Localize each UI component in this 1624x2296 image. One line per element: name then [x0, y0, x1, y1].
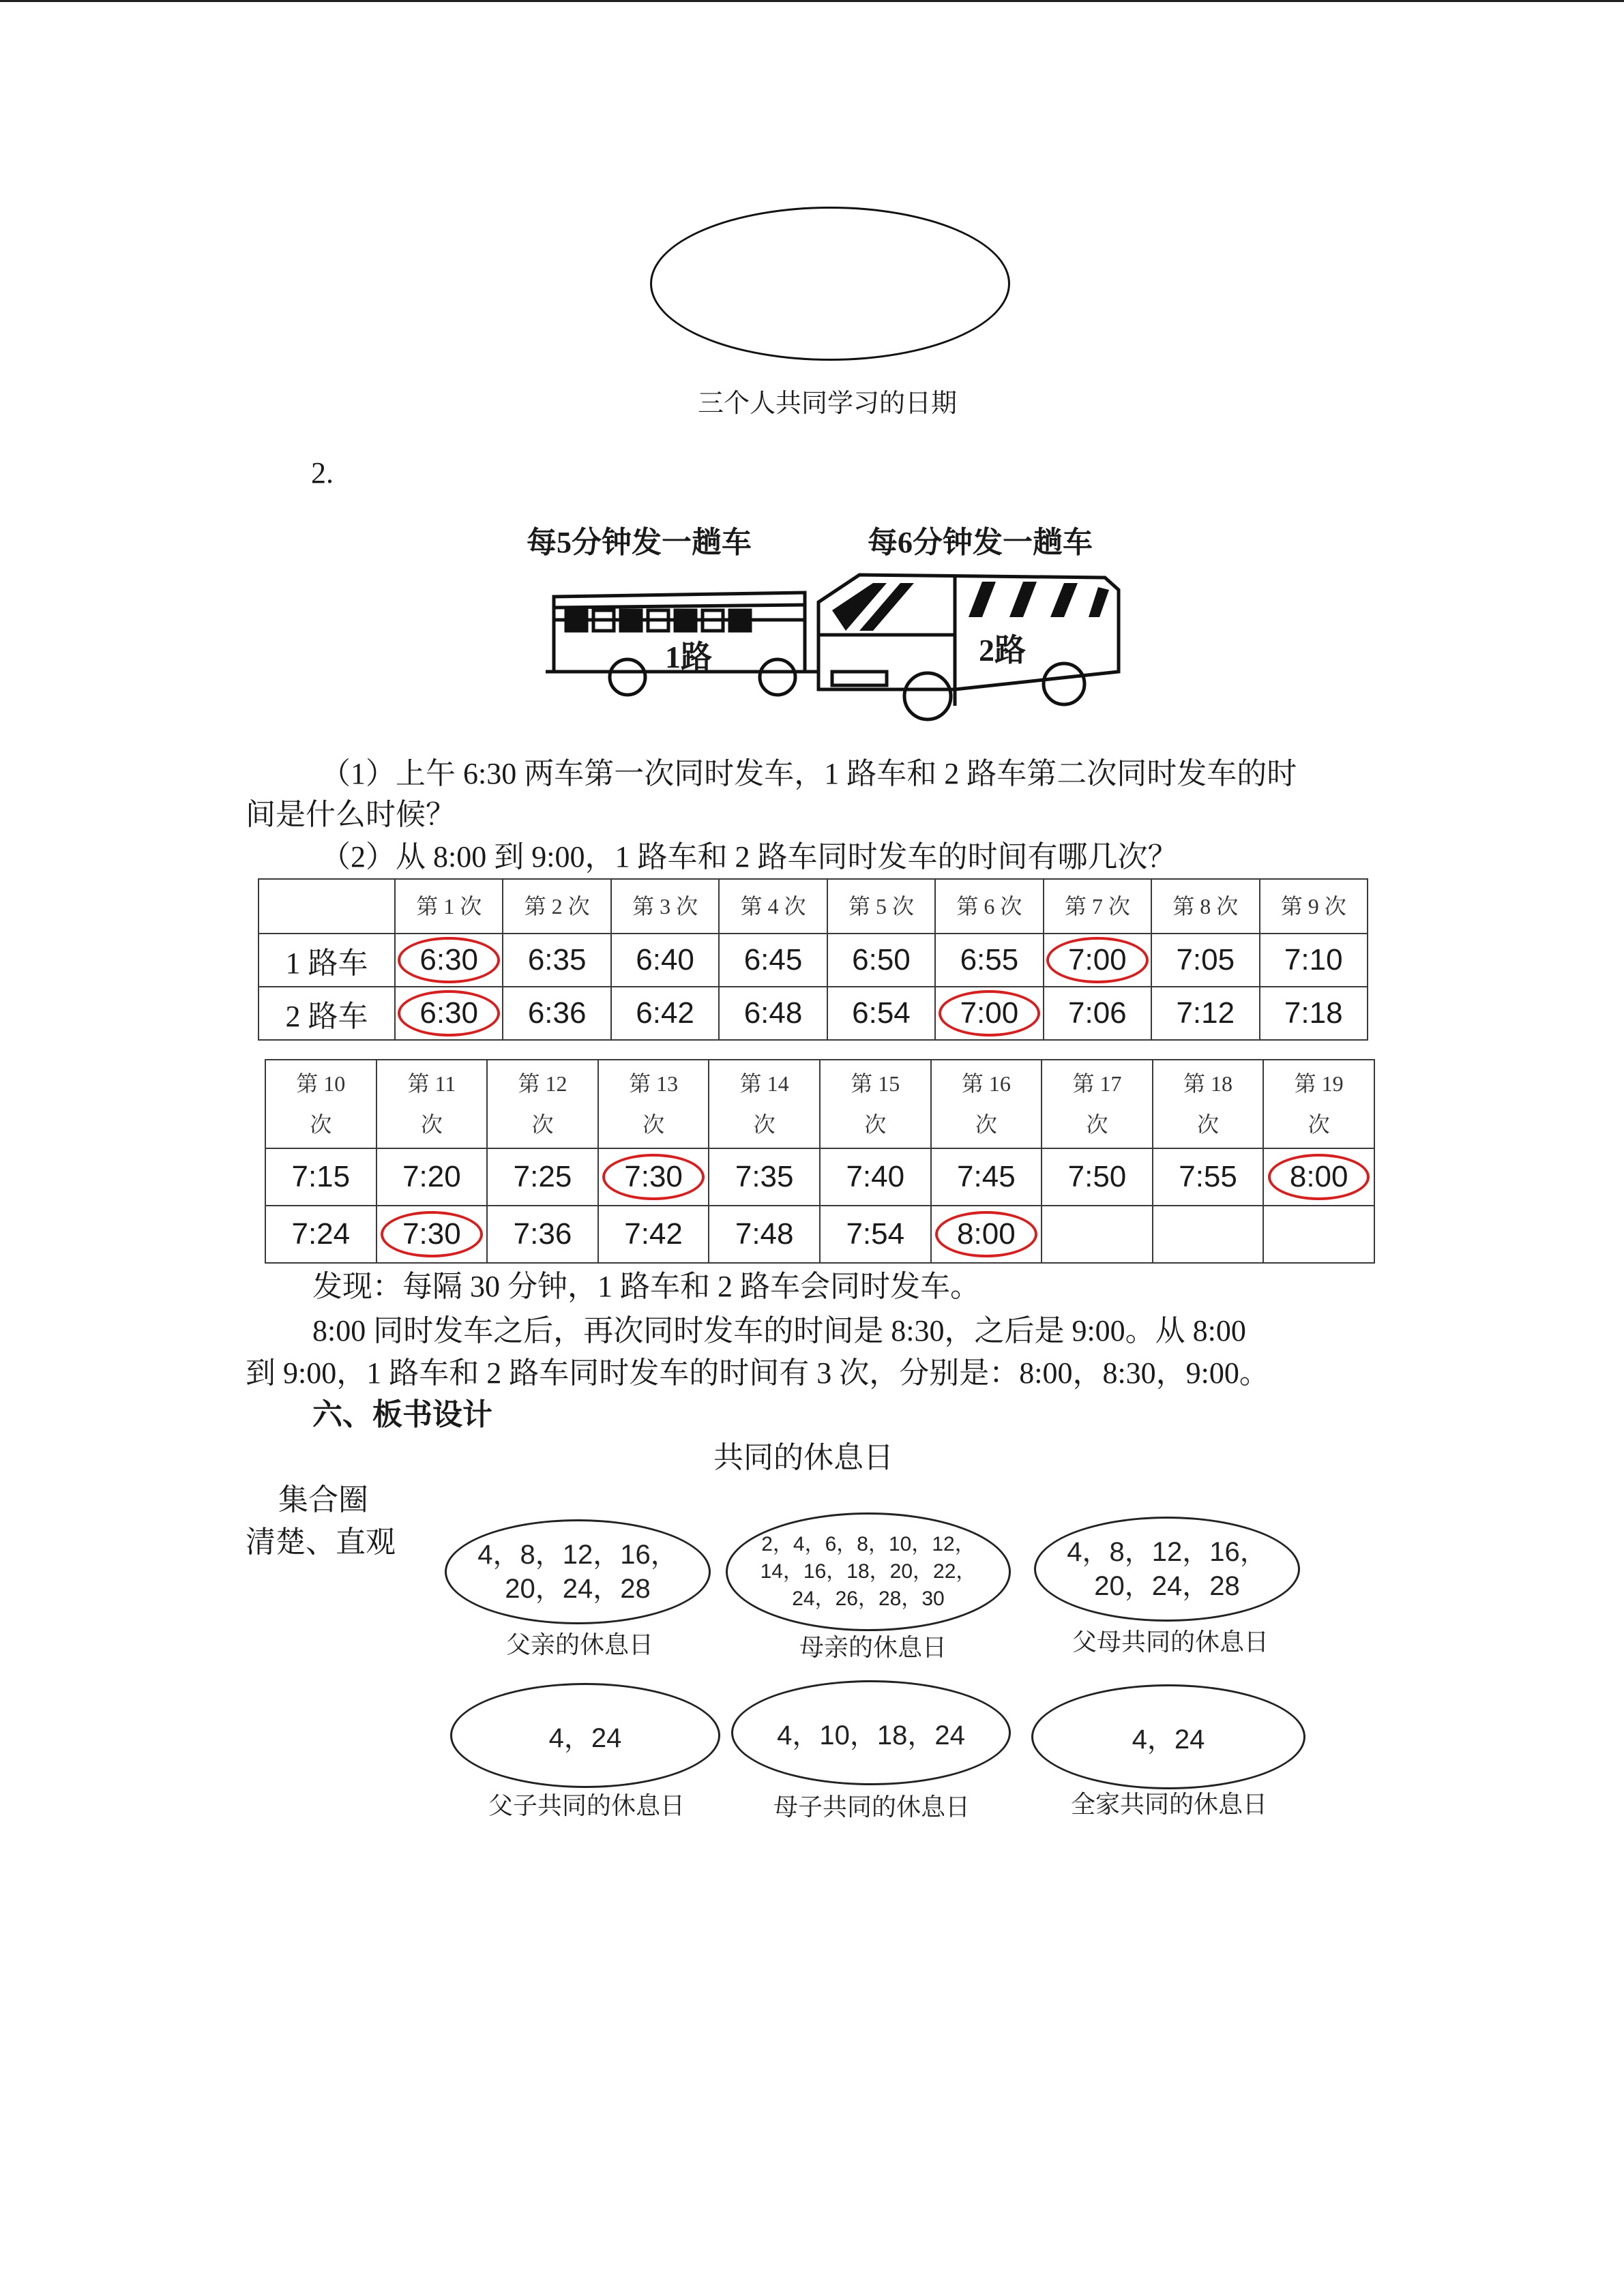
table2-header: 第 16 次 [931, 1060, 1042, 1148]
circled-time: 6:30 [398, 937, 500, 983]
row-label-bus1: 1 路车 [259, 934, 395, 987]
time-cell: 7:20 [377, 1148, 488, 1206]
table2-header-row [265, 1060, 1374, 1148]
time-cell: 7:42 [598, 1206, 709, 1263]
table2-header: 第 14 次 [709, 1060, 820, 1148]
time-cell [1263, 1148, 1374, 1206]
table1-header: 第 4 次 [719, 879, 827, 934]
time-cell: 7:55 [1153, 1148, 1264, 1206]
time-cell: 7:54 [820, 1206, 931, 1263]
table1-header: 第 5 次 [827, 879, 935, 934]
illustration-right-title: 每6分钟发一趟车 [868, 526, 1093, 559]
board-side-note-1: 集合圈 [278, 1483, 368, 1517]
set-oval-mother-child: 4，10，18，24 [731, 1680, 1011, 1785]
time-cell: 7:48 [709, 1206, 820, 1263]
time-cell [935, 987, 1043, 1040]
table2-header: 第 13 次 [598, 1060, 709, 1148]
time-cell [1153, 1206, 1264, 1263]
table2-header: 第 11 次 [377, 1060, 488, 1148]
table1-header: 第 3 次 [611, 879, 719, 934]
question1-line1: （1）上午 6:30 两车第一次同时发车，1 路车和 2 路车第二次同时发车的时 [321, 757, 1297, 790]
set-caption-family: 全家共同的休息日 [1071, 1791, 1268, 1818]
time-cell: 6:35 [503, 934, 610, 987]
conclusion-line1: 8:00 同时发车之后，再次同时发车的时间是 8:30，之后是 9:00。从 8:00 [312, 1314, 1246, 1347]
table1-header: 第 8 次 [1151, 879, 1259, 934]
table1-header: 第 1 次 [395, 879, 503, 934]
circled-time: 7:30 [602, 1154, 705, 1200]
bus1-label: 1路 [665, 640, 712, 674]
table1-header: 第 6 次 [935, 879, 1043, 934]
board-side-note-2: 清楚、直观 [246, 1525, 396, 1559]
time-cell: 6:40 [611, 934, 719, 987]
set-oval-father-child: 4，24 [450, 1683, 720, 1788]
time-cell: 7:10 [1260, 934, 1368, 987]
time-cell: 6:36 [503, 987, 610, 1040]
time-cell: 7:35 [709, 1148, 820, 1206]
illustration-left-title: 每5分钟发一趟车 [527, 526, 752, 559]
set-caption-mother: 母亲的休息日 [799, 1634, 947, 1661]
table2-row-bus1 [265, 1148, 1374, 1206]
time-cell: 7:12 [1151, 987, 1259, 1040]
table2-row-bus2 [265, 1206, 1374, 1263]
table1-row-bus2 [259, 987, 1368, 1040]
bus2-label: 2路 [979, 633, 1026, 668]
circled-time: 7:00 [1046, 937, 1149, 983]
circled-time: 6:30 [398, 990, 500, 1037]
question1-line2: 间是什么时候？ [246, 798, 456, 831]
question2: （2）从 8:00 到 9:00，1 路车和 2 路车同时发车的时间有哪几次？ [321, 840, 1178, 874]
circled-time: 7:30 [381, 1211, 483, 1257]
set-caption-mother-child: 母子共同的休息日 [773, 1793, 971, 1821]
table2-header: 第 15 次 [820, 1060, 931, 1148]
page-top-border [0, 0, 1624, 2]
table1-header: 第 2 次 [503, 879, 610, 934]
table1-header: 第 9 次 [1260, 879, 1368, 934]
empty-oval [650, 207, 1010, 361]
time-cell: 7:45 [931, 1148, 1042, 1206]
table2-header: 第 10 次 [265, 1060, 377, 1148]
time-cell: 7:18 [1260, 987, 1368, 1040]
time-cell: 7:36 [487, 1206, 598, 1263]
schedule-table-2 [265, 1059, 1375, 1264]
time-cell [395, 987, 503, 1040]
finding-text: 发现：每隔 30 分钟，1 路车和 2 路车会同时发车。 [312, 1270, 980, 1303]
time-cell: 7:05 [1151, 934, 1259, 987]
time-cell: 6:48 [719, 987, 827, 1040]
table1-header: 第 7 次 [1044, 879, 1151, 934]
time-cell: 7:50 [1042, 1148, 1153, 1206]
time-cell [377, 1206, 488, 1263]
circled-time: 8:00 [935, 1211, 1037, 1257]
time-cell: 7:06 [1044, 987, 1151, 1040]
board-title: 共同的休息日 [713, 1441, 894, 1474]
time-cell [1042, 1206, 1153, 1263]
time-cell [931, 1206, 1042, 1263]
time-cell [395, 934, 503, 987]
set-caption-father: 父亲的休息日 [506, 1631, 654, 1658]
top-caption: 三个人共同学习的日期 [698, 389, 958, 418]
time-cell [1263, 1206, 1374, 1263]
time-cell: 6:42 [611, 987, 719, 1040]
conclusion-line2: 到 9:00，1 路车和 2 路车同时发车的时间有 3 次，分别是：8:00，8:30，9:00。 [246, 1356, 1269, 1390]
time-cell: 6:55 [935, 934, 1043, 987]
bus-drawing [518, 569, 1173, 733]
table2-header: 第 19 次 [1263, 1060, 1374, 1148]
set-oval-mother: 2，4，6，8，10，12， 14，16，18，20，22， 24，26，28，30 [726, 1512, 1011, 1631]
table1-header-row [259, 879, 1368, 934]
time-cell: 6:45 [719, 934, 827, 987]
set-oval-father: 4，8，12，16， 20，24，28 [445, 1519, 711, 1624]
time-cell: 6:50 [827, 934, 935, 987]
time-cell [1044, 934, 1151, 987]
time-cell: 6:54 [827, 987, 935, 1040]
bus-illustration [518, 508, 1173, 733]
table1-row-bus1 [259, 934, 1368, 987]
time-cell: 7:25 [487, 1148, 598, 1206]
time-cell: 7:24 [265, 1206, 377, 1263]
table1-corner-cell [259, 879, 395, 934]
circled-time: 8:00 [1268, 1154, 1370, 1200]
time-cell: 7:15 [265, 1148, 377, 1206]
time-cell: 7:40 [820, 1148, 931, 1206]
row-label-bus2: 2 路车 [259, 987, 395, 1040]
set-caption-father-child: 父子共同的休息日 [488, 1792, 685, 1819]
section-heading: 六、板书设计 [312, 1398, 492, 1431]
time-cell [598, 1148, 709, 1206]
table2-header: 第 12 次 [487, 1060, 598, 1148]
circled-time: 7:00 [939, 990, 1041, 1037]
schedule-table-1 [258, 878, 1368, 1041]
set-oval-family: 4，24 [1031, 1684, 1305, 1789]
table2-header: 第 17 次 [1042, 1060, 1153, 1148]
table2-header: 第 18 次 [1153, 1060, 1264, 1148]
set-caption-parents: 父母共同的休息日 [1072, 1628, 1269, 1656]
question-number: 2. [311, 456, 334, 490]
set-oval-parents: 4，8，12，16， 20，24，28 [1034, 1517, 1300, 1622]
